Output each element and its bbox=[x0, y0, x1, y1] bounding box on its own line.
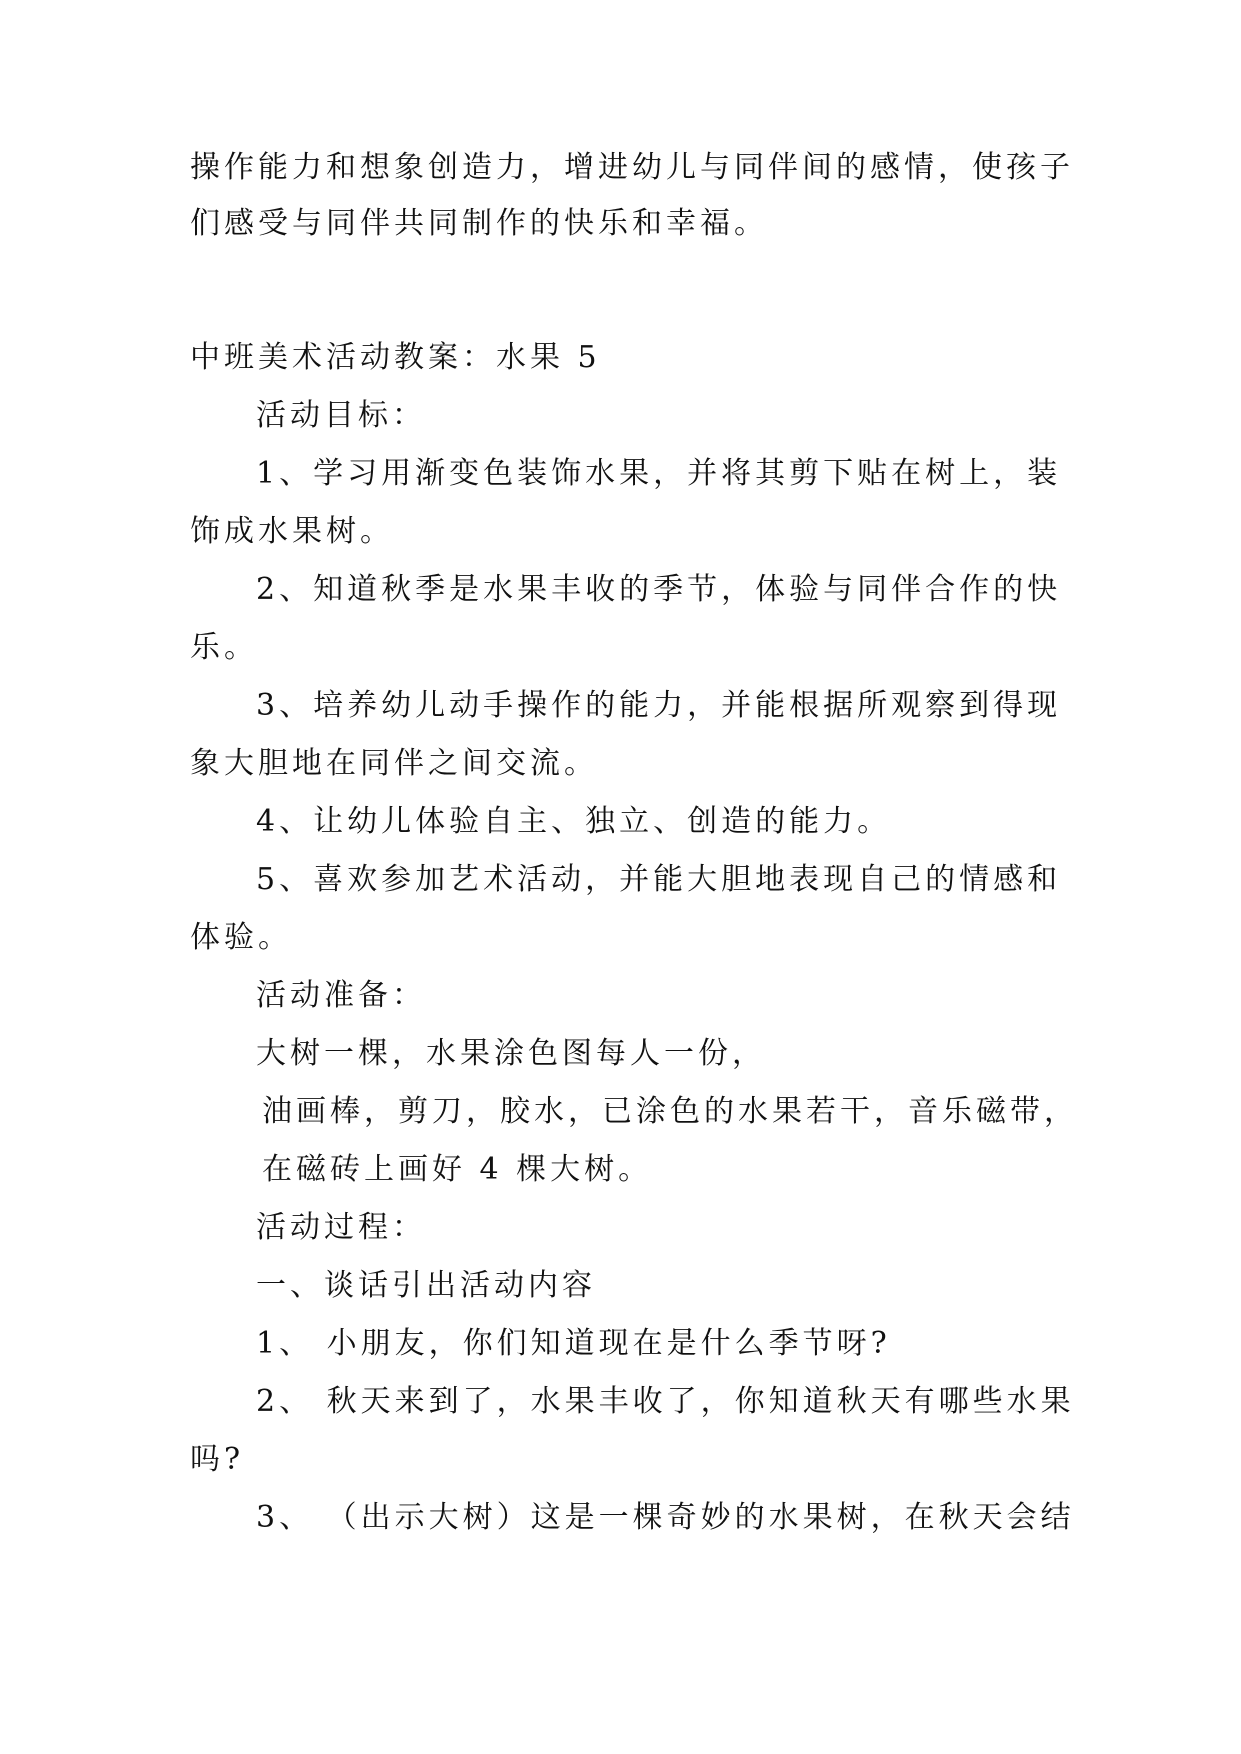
goal-item-2-line-1: 2、知道秋季是水果丰收的季节，体验与同伴合作的快 bbox=[256, 572, 1062, 607]
goal-item-3-line-2: 象大胆地在同伴之间交流。 bbox=[190, 746, 598, 781]
intro-line-1: 操作能力和想象创造力，增进幼儿与同伴间的感情，使孩子 bbox=[190, 150, 1074, 185]
section-title: 中班美术活动教案：水果 5 bbox=[190, 340, 601, 375]
goal-item-4: 4、让幼儿体验自主、独立、创造的能力。 bbox=[256, 804, 892, 839]
process-part-1-title: 一、谈话引出活动内容 bbox=[256, 1268, 596, 1303]
preparation-line-3: 在磁砖上画好 4 棵大树。 bbox=[262, 1152, 653, 1187]
preparation-heading: 活动准备： bbox=[256, 978, 426, 1013]
goal-item-1-line-2: 饰成水果树。 bbox=[190, 514, 394, 549]
process-question-2-line-1: 2、 秋天来到了，水果丰收了，你知道秋天有哪些水果 bbox=[256, 1384, 1075, 1419]
goal-item-5-line-2: 体验。 bbox=[190, 920, 292, 955]
process-heading: 活动过程： bbox=[256, 1210, 426, 1245]
process-question-2-line-2: 吗? bbox=[190, 1442, 245, 1477]
process-question-3-line-1: 3、 （出示大树）这是一棵奇妙的水果树，在秋天会结 bbox=[256, 1500, 1075, 1535]
preparation-line-1: 大树一棵，水果涂色图每人一份， bbox=[256, 1036, 766, 1071]
goal-item-1-line-1: 1、学习用渐变色装饰水果，并将其剪下贴在树上，装 bbox=[256, 456, 1062, 491]
intro-line-2: 们感受与同伴共同制作的快乐和幸福。 bbox=[190, 206, 768, 241]
preparation-line-2: 油画棒，剪刀，胶水，已涂色的水果若干，音乐磁带， bbox=[262, 1094, 1078, 1129]
goal-item-5-line-1: 5、喜欢参加艺术活动，并能大胆地表现自己的情感和 bbox=[256, 862, 1062, 897]
goals-heading: 活动目标： bbox=[256, 398, 426, 433]
process-question-1: 1、 小朋友，你们知道现在是什么季节呀? bbox=[256, 1326, 891, 1361]
goal-item-2-line-2: 乐。 bbox=[190, 630, 258, 665]
goal-item-3-line-1: 3、培养幼儿动手操作的能力，并能根据所观察到得现 bbox=[256, 688, 1062, 723]
